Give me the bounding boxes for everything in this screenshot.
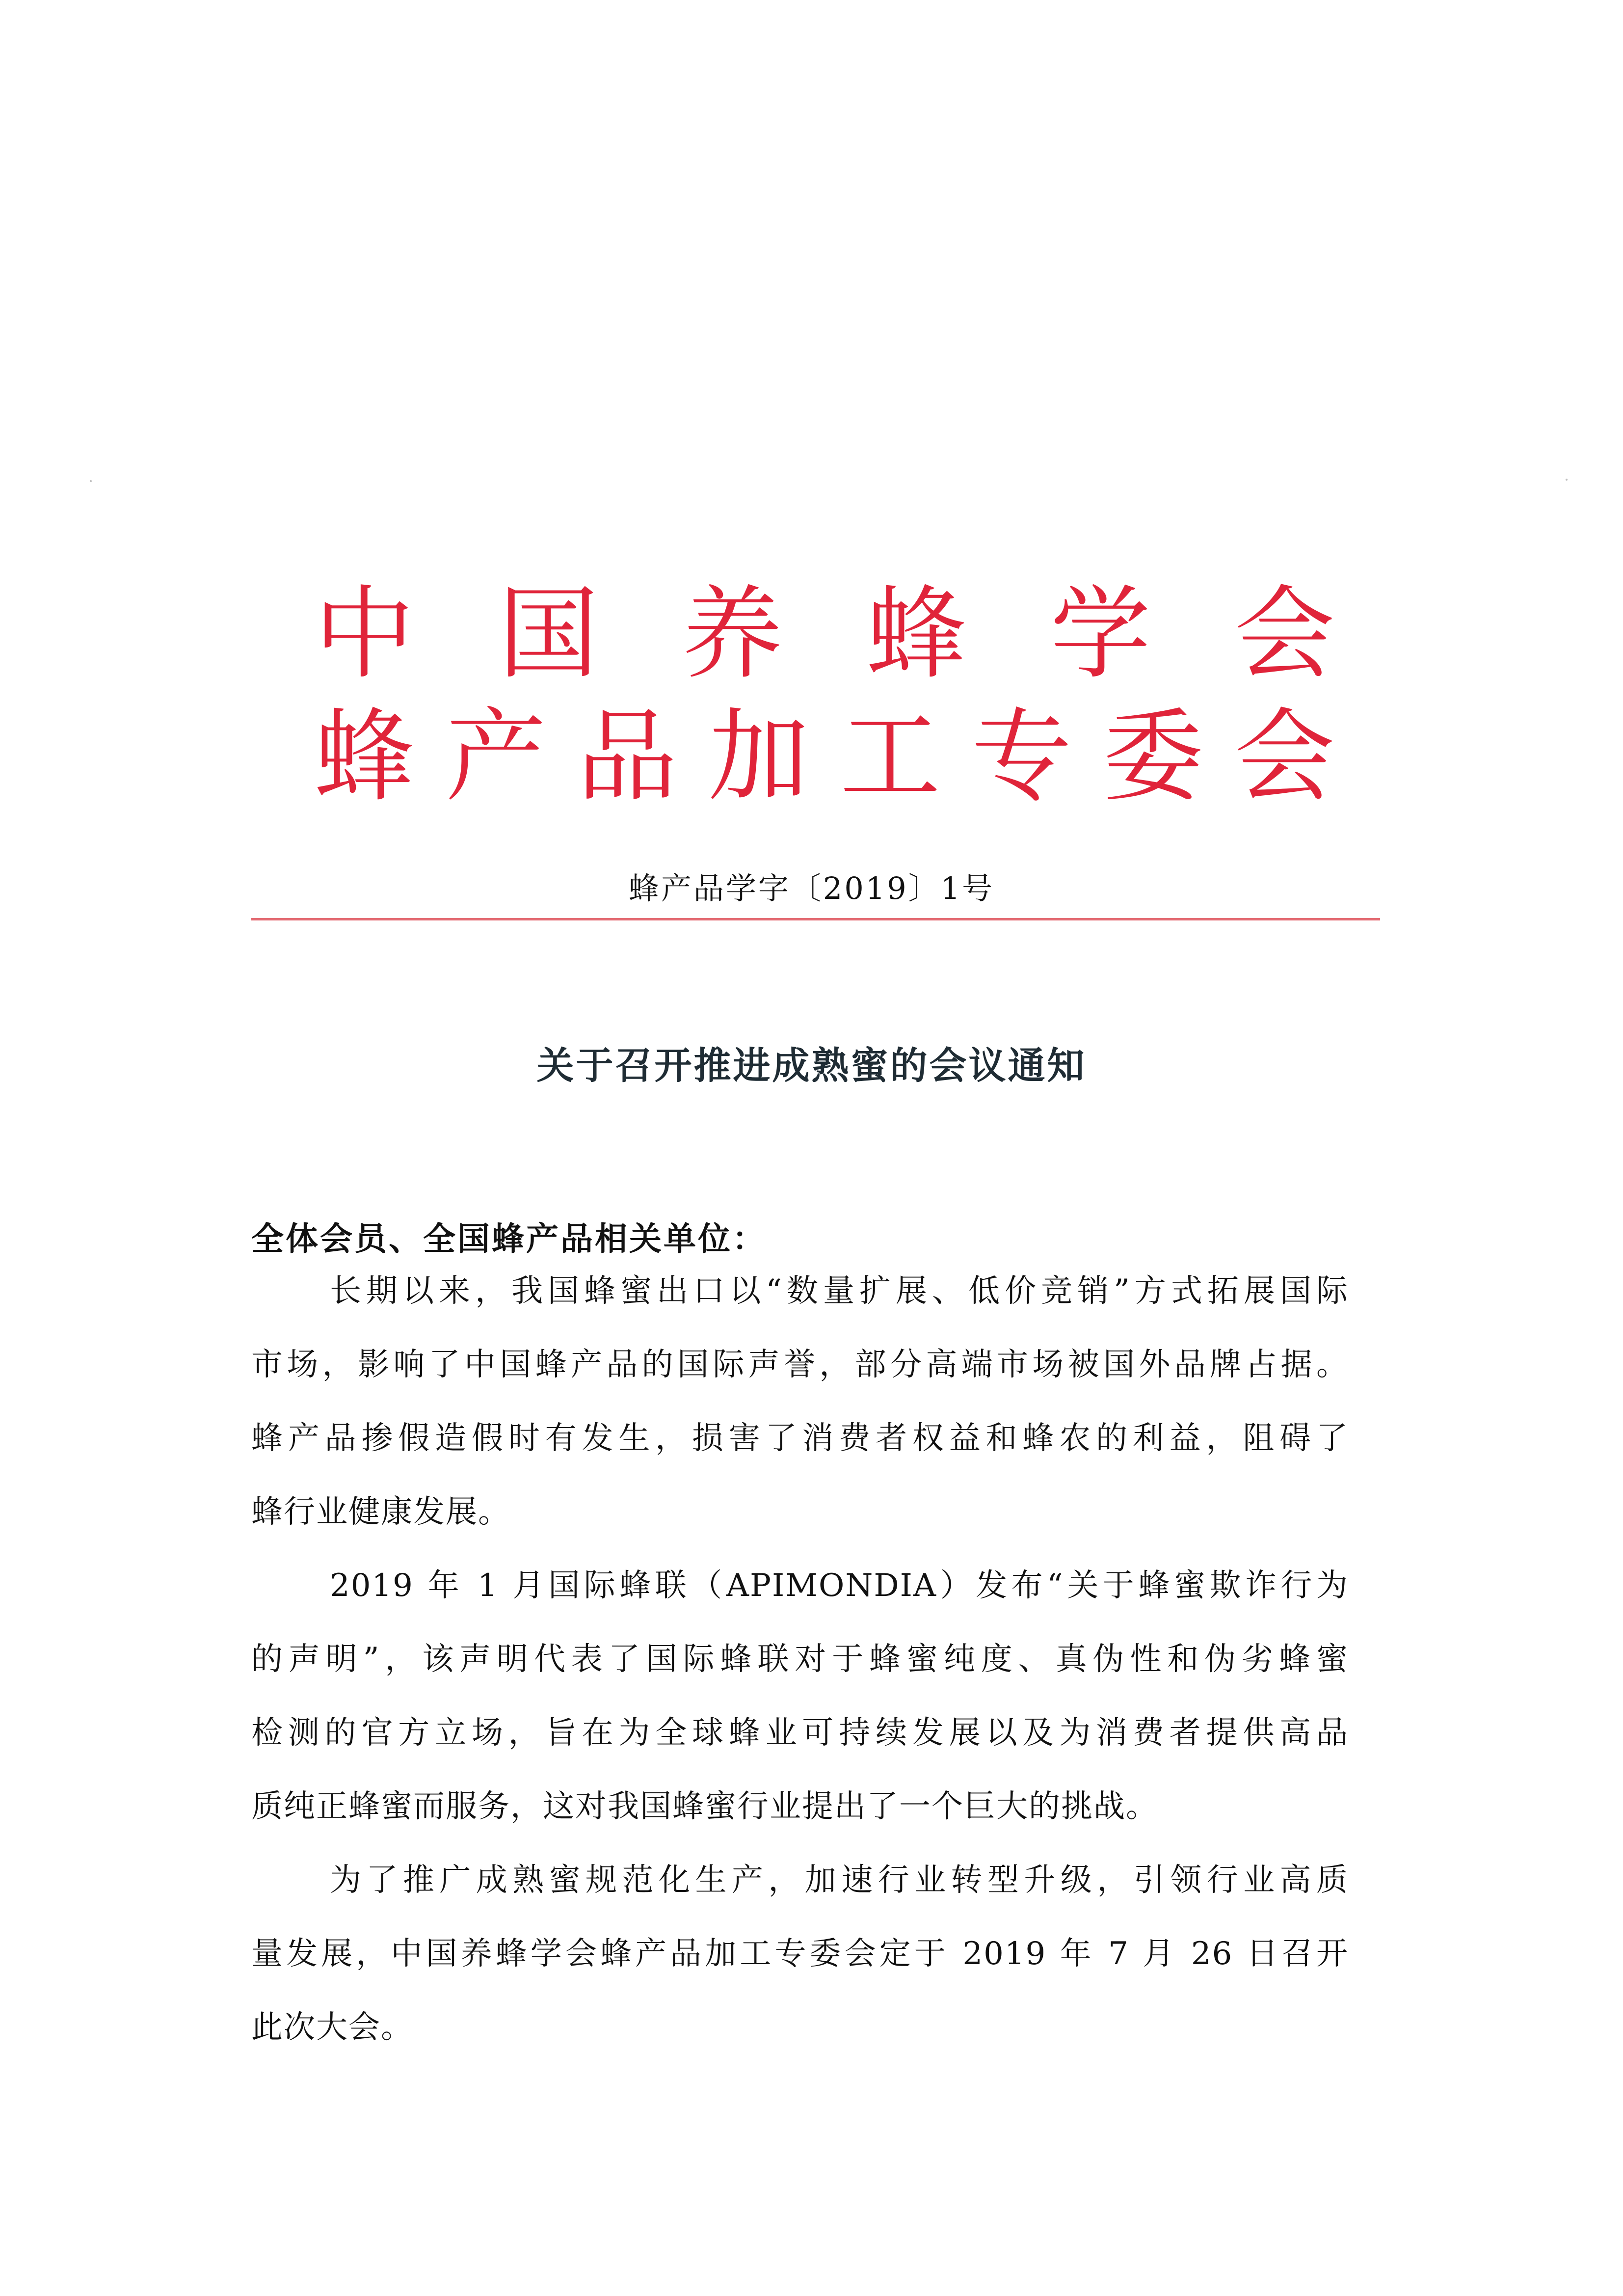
org-char: 工 — [840, 699, 941, 815]
document-number: 蜂产品学字〔2019〕1号 — [628, 870, 995, 906]
body-line: 2019 年 1 月国际蜂联（APIMONDIA）发布“关于蜂蜜欺诈行为 — [330, 1567, 1349, 1604]
body-line: 量发展，中国养蜂学会蜂产品加工专委会定于 2019 年 7 月 26 日召开 — [251, 1936, 1349, 1972]
org-char: 专 — [971, 699, 1072, 815]
scan-artifact — [90, 480, 92, 482]
org-char: 加 — [708, 699, 809, 815]
scan-artifact — [1566, 479, 1568, 481]
org-char: 国 — [498, 576, 599, 693]
organization-name-line-1 — [314, 576, 1335, 693]
org-char: 产 — [445, 699, 546, 815]
document-title: 关于召开推进成熟蜜的会议通知 — [536, 1044, 1087, 1087]
salutation: 全体会员、全国蜂产品相关单位： — [251, 1220, 767, 1258]
org-char: 蜂 — [314, 699, 415, 815]
org-char: 会 — [1234, 576, 1335, 693]
body-line: 市场，影响了中国蜂产品的国际声誉，部分高端市场被国外品牌占据。 — [251, 1347, 1349, 1383]
red-divider-rule — [251, 918, 1380, 920]
org-char: 中 — [314, 576, 415, 693]
body-line: 长期以来，我国蜂蜜出口以“数量扩展、低价竞销”方式拓展国际 — [330, 1273, 1349, 1309]
body-line: 质纯正蜂蜜而服务，这对我国蜂蜜行业提出了一个巨大的挑战。 — [251, 1788, 1158, 1825]
org-char: 蜂 — [866, 576, 967, 693]
body-line: 的声明”，该声明代表了国际蜂联对于蜂蜜纯度、真伪性和伪劣蜂蜜 — [251, 1641, 1349, 1677]
body-line: 检测的官方立场，旨在为全球蜂业可持续发展以及为消费者提供高品 — [251, 1715, 1349, 1751]
org-char: 学 — [1050, 576, 1151, 693]
org-char: 委 — [1103, 699, 1204, 815]
org-char: 会 — [1234, 699, 1335, 815]
body-line: 为了推广成熟蜜规范化生产，加速行业转型升级，引领行业高质 — [330, 1862, 1349, 1898]
body-line: 蜂产品掺假造假时有发生，损害了消费者权益和蜂农的利益，阻碍了 — [251, 1420, 1349, 1457]
org-char: 养 — [682, 576, 783, 693]
body-line: 此次大会。 — [251, 2009, 413, 2046]
body-line: 蜂行业健康发展。 — [251, 1494, 510, 1530]
organization-name-line-2 — [314, 699, 1335, 815]
org-char: 品 — [577, 699, 678, 815]
